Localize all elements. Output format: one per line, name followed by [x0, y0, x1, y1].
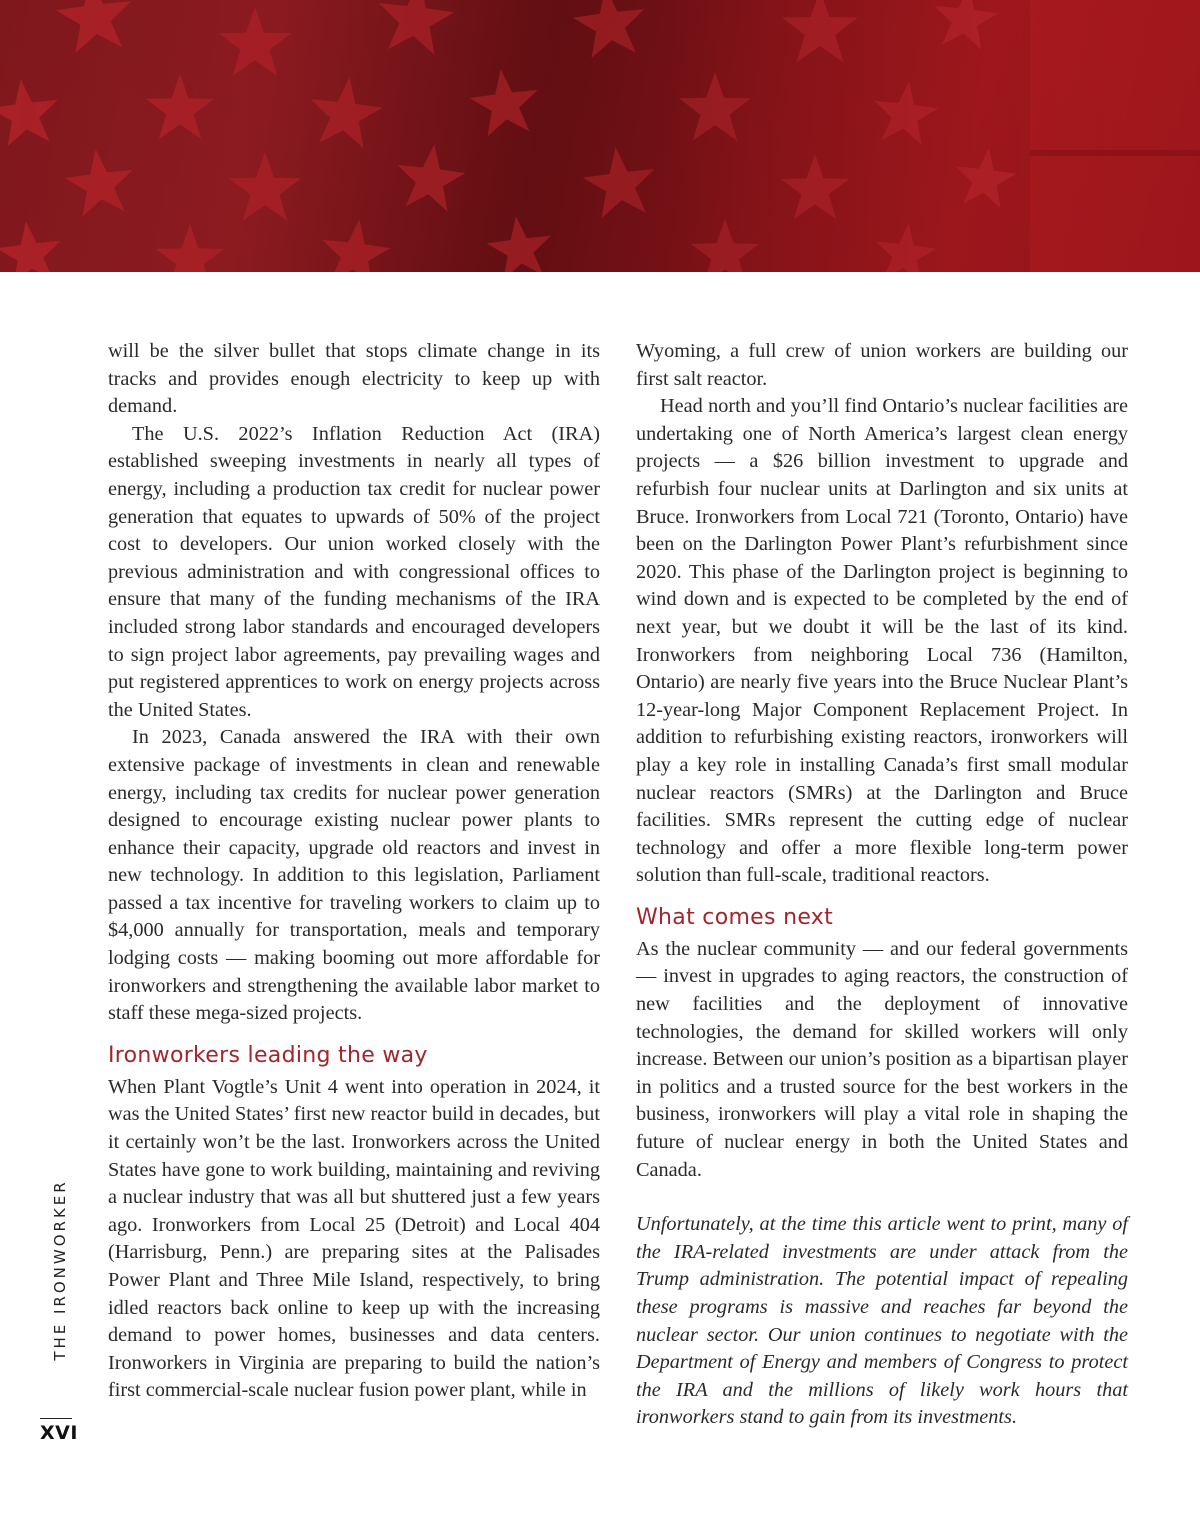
section-heading: Ironworkers leading the way: [108, 1042, 428, 1068]
paragraph: Head north and you’ll find Ontario’s nuclear facilities are undertaking one of North America’s largest clean energy projects — a $26 billion investment to upgrade and refurbish four nuclear units at Darlington and six units at Bruce. Ironworkers from Local 721 (Toronto, Ontario) have been on the Darlington Power Plant’s refurbishment since 2020. This phase of the Darlington project is beginning to wind down and is expected to be completed by the end of next year, but we doubt it will be the last of its kind. Ironworkers from neighboring Local 736 (Hamilton, Ontario) are nearly five years into the Bruce Nuclear Plant’s 12-year-long Major Component Replacement Project. In addition to refurbishing existing reactors, ironworkers will play a key role in installing Canada’s first small modular nuclear reactors (SMRs) at the Darlington and Bruce facilities. SMRs represent the cutting edge of nuclear technology and offer a more flexible long-term power solution than full-scale, traditional reactors.: [636, 395, 1128, 887]
page-number: XVI: [40, 1422, 78, 1444]
header-banner: [0, 0, 1200, 272]
flag-stars-icon: [0, 0, 1200, 272]
paragraph: As the nuclear community — and our federal governments — invest in upgrades to aging reactors, the construction of new facilities and the deployment of innovative technologies, the demand for skilled workers will only increase. Between our union’s position as a bipartisan player in politics and a trusted source for the best workers in the business, ironworkers will play a vital role in shaping the future of nuclear energy in both the United States and Canada.: [636, 937, 1128, 1181]
paragraph: In 2023, Canada answered the IRA with their own extensive package of investments in clean and renewable energy, including tax credits for nuclear power generation designed to encourage existing nuclear power plants to enhance their capacity, upgrade old reactors and invest in new technology. In addition to this legislation, Parliament passed a tax incentive for traveling workers to claim up to $4,000 annually for transportation, meals and temporary lodging costs — making booming out more affordable for ironworkers and strengthening the available labor market to staff these mega-sized projects.: [108, 726, 600, 1025]
paragraph: Wyoming, a full crew of union workers are building our first salt reactor.: [636, 340, 1128, 390]
left-column: [108, 338, 600, 1405]
right-column: [636, 338, 1128, 1432]
publication-name: THE IRONWORKER: [51, 1179, 69, 1361]
footer-rule: [40, 1418, 72, 1419]
paragraph: The U.S. 2022’s Inflation Reduction Act (IRA) established sweeping investments in nearly all types of energy, including a production tax credit for nuclear power generation that equates to upwards of 50% of the project cost to developers. Our union worked closely with the previous administration and with congressional offices to ensure that many of the funding mechanisms of the IRA included strong labor standards and encouraged developers to sign project labor agreements, pay prevailing wages and put registered apprentices to work on energy projects across the United States.: [108, 422, 600, 721]
editor-note: Unfortunately, at the time this article went to print, many of the IRA-related investments are under attack from the Trump administration. The potential impact of repealing these programs is massive and reaches far beyond the nuclear sector. Our union continues to negotiate with the Department of Energy and members of Congress to protect the IRA and the millions of likely work hours that ironworkers stand to gain from its investments.: [636, 1213, 1128, 1429]
paragraph: When Plant Vogtle’s Unit 4 went into operation in 2024, it was the United States’ first new reactor build in decades, but it certainly won’t be the last. Ironworkers across the United States have gone to work building, maintaining and reviving a nuclear industry that was all but shuttered just a few years ago. Ironworkers from Local 25 (Detroit) and Local 404 (Harrisburg, Penn.) are preparing sites at the Palisades Power Plant and Three Mile Island, respectively, to bring idled reactors back online to keep up with the increasing demand to power homes, businesses and data centers. Ironworkers in Virginia are preparing to build the nation’s first commercial-scale nuclear fusion power plant, while in: [108, 1075, 600, 1402]
section-heading: What comes next: [636, 904, 834, 930]
paragraph: will be the silver bullet that stops climate change in its tracks and provides enough electricity to keep up with demand.: [108, 340, 600, 418]
